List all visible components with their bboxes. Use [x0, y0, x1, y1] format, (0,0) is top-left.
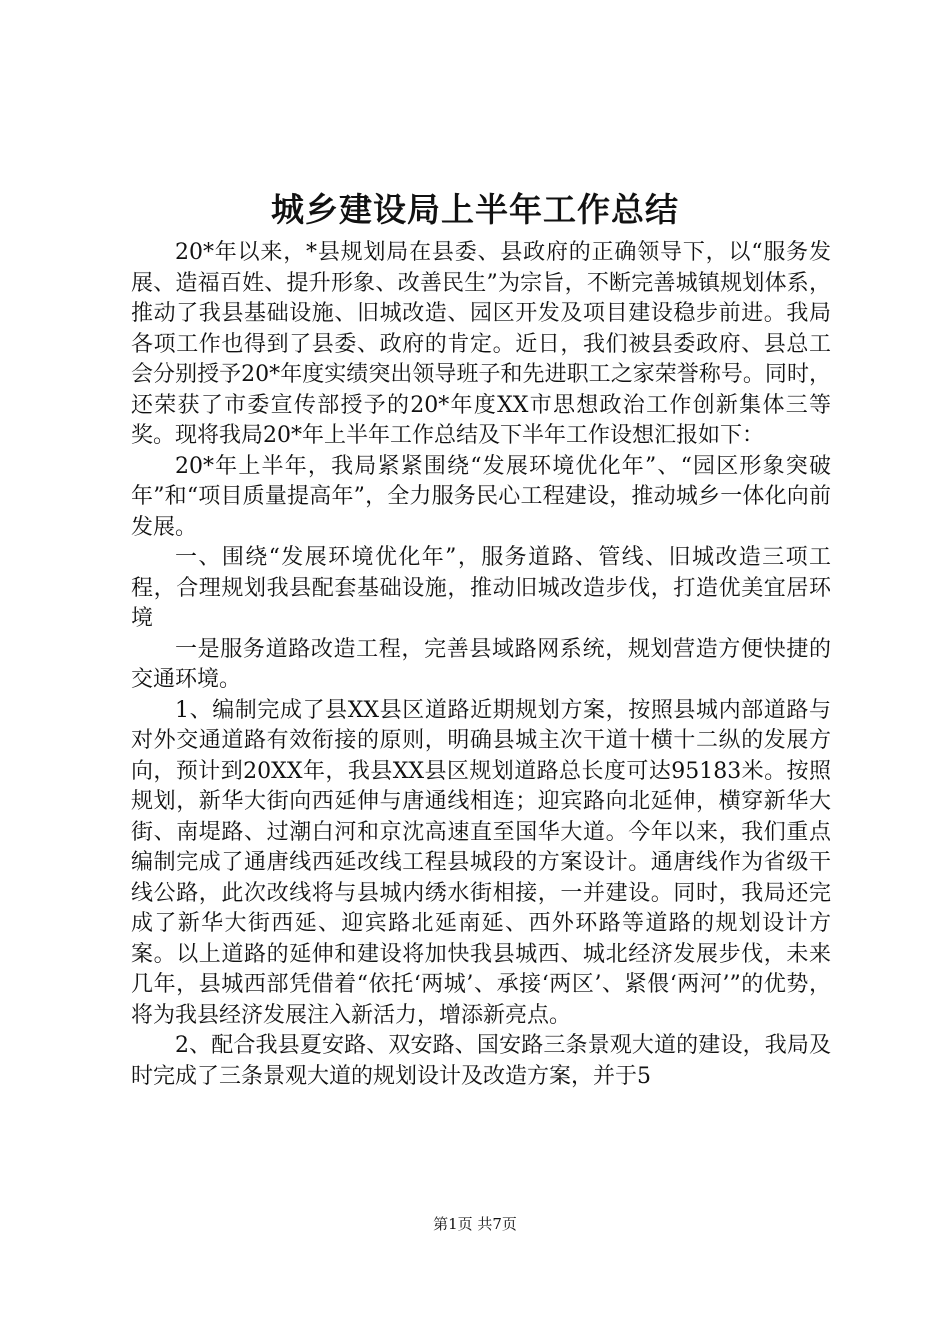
paragraph: 一是服务道路改造工程，完善县域路网系统，规划营造方便快捷的交通环境。: [131, 636, 831, 692]
paragraph: 20*年上半年，我局紧紧围绕“发展环境优化年”、“园区形象突破年”和“项目质量提高年”，全力服务民心工程建设，推动城乡一体化向前发展。: [131, 453, 831, 540]
document-body: [131, 238, 831, 1092]
paragraph: 2、配合我县夏安路、双安路、国安路三条景观大道的建设，我局及时完成了三条景观大道的规划设计及改造方案，并于5: [131, 1033, 831, 1089]
page-number-footer: 第1页 共7页: [433, 1215, 517, 1233]
paragraph: 一、围绕“发展环境优化年”，服务道路、管线、旧城改造三项工程，合理规划我县配套基础设施，推动旧城改造步伐，打造优美宜居环境: [131, 545, 831, 631]
paragraph: 20*年以来，*县规划局在县委、县政府的正确领导下，以“服务发展、造福百姓、提升形象、改善民生”为宗旨，不断完善城镇规划体系，推动了我县基础设施、旧城改造、园区开发及项目建设稳步前进。我局各项工作也得到了县委、政府的肯定。近日，我们被县委政府、县总工会分别授予20*年度实绩突出领导班子和先进职工之家荣誉称号。同时，还荣获了市委宣传部授予的20*年度XX市思想政治工作创新集体三等奖。现将我局20*年上半年工作总结及下半年工作设想汇报如下：: [131, 240, 831, 448]
document-title: 城乡建设局上半年工作总结: [271, 190, 679, 229]
paragraph: 1、编制完成了县XX县区道路近期规划方案，按照县城内部道路与对外交通道路有效衔接的原则，明确县城主次干道十横十二纵的发展方向，预计到20XX年，我县XX县区规划道路总长度可达95183米。按照规划，新华大街向西延伸与唐通线相连；迎宾路向北延伸，横穿新华大街、南堤路、过潮白河和京沈高速直至国华大道。今年以来，我们重点编制完成了通唐线西延改线工程县城段的方案设计。通唐线作为省级干线公路，此次改线将与县城内绣水街相接，一并建设。同时，我局还完成了新华大街西延、迎宾路北延南延、西外环路等道路的规划设计方案。以上道路的延伸和建设将加快我县城西、城北经济发展步伐，未来几年，县城西部凭借着“依托‘两城’、承接‘两区’、紧偎‘两河’”的优势，将为我县经济发展注入新活力，增添新亮点。: [131, 697, 831, 1028]
